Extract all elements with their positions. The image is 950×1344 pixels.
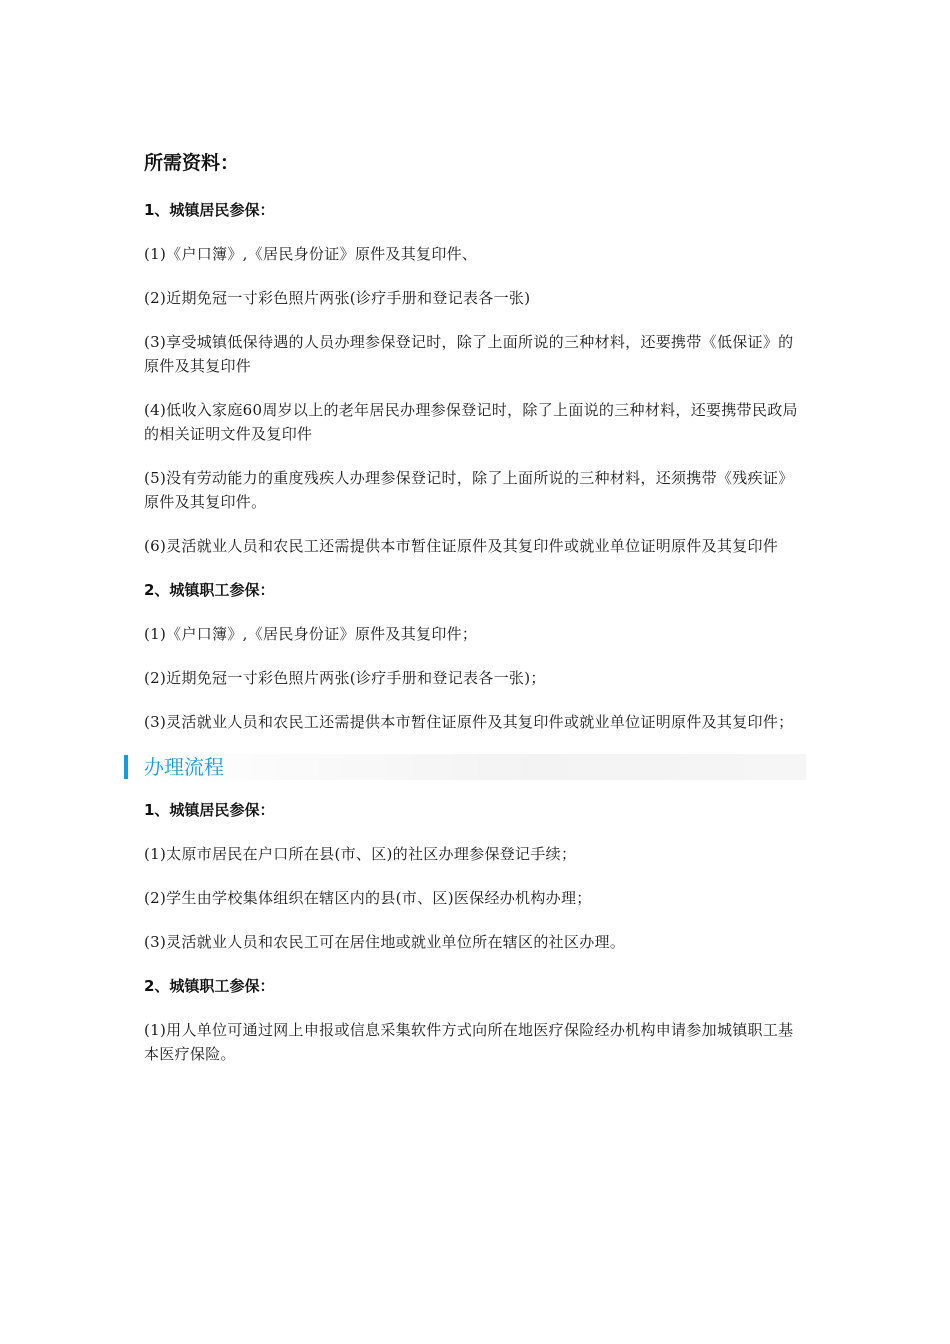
process-resident-item-3: (3)灵活就业人员和农民工可在居住地或就业单位所在辖区的社区办理。 — [144, 933, 626, 951]
process-banner — [126, 754, 806, 780]
materials-title: 所需资料： — [144, 152, 240, 174]
materials-employee-item-2: (2)近期免冠一寸彩色照片两张(诊疗手册和登记表各一张)； — [144, 669, 546, 687]
document-page — [144, 150, 806, 1086]
materials-employee-item-1: (1)《户口簿》,《居民身份证》原件及其复印件； — [144, 625, 478, 643]
materials-resident-item-4: (4)低收入家庭60周岁以上的老年居民办理参保登记时，除了上面说的三种材料，还要携带民政局的相关证明文件及复印件 — [144, 401, 798, 443]
process-employee-heading: 2、城镇职工参保： — [144, 977, 275, 995]
materials-resident-item-5: (5)没有劳动能力的重度残疾人办理参保登记时，除了上面所说的三种材料，还须携带《残疾证》原件及其复印件。 — [144, 469, 794, 511]
materials-resident-heading: 1、城镇居民参保： — [144, 201, 275, 219]
banner-accent-bar — [124, 755, 128, 779]
materials-resident-item-2: (2)近期免冠一寸彩色照片两张(诊疗手册和登记表各一张) — [144, 289, 531, 307]
materials-employee-heading: 2、城镇职工参保： — [144, 581, 275, 599]
process-resident-heading: 1、城镇居民参保： — [144, 801, 275, 819]
process-title: 办理流程 — [144, 755, 224, 779]
process-employee-item-1: (1)用人单位可通过网上申报或信息采集软件方式向所在地医疗保险经办机构申请参加城镇职工基本医疗保险。 — [144, 1021, 794, 1063]
process-resident-item-1: (1)太原市居民在户口所在县(市、区)的社区办理参保登记手续； — [144, 845, 577, 863]
materials-resident-item-1: (1)《户口簿》,《居民身份证》原件及其复印件、 — [144, 245, 478, 263]
materials-employee-item-3: (3)灵活就业人员和农民工还需提供本市暂住证原件及其复印件或就业单位证明原件及其复印件； — [144, 713, 794, 731]
process-resident-item-2: (2)学生由学校集体组织在辖区内的县(市、区)医保经办机构办理； — [144, 889, 592, 907]
materials-resident-item-3: (3)享受城镇低保待遇的人员办理参保登记时，除了上面所说的三种材料，还要携带《低保证》的原件及其复印件 — [144, 333, 794, 375]
materials-resident-item-6: (6)灵活就业人员和农民工还需提供本市暂住证原件及其复印件或就业单位证明原件及其复印件 — [144, 537, 779, 555]
